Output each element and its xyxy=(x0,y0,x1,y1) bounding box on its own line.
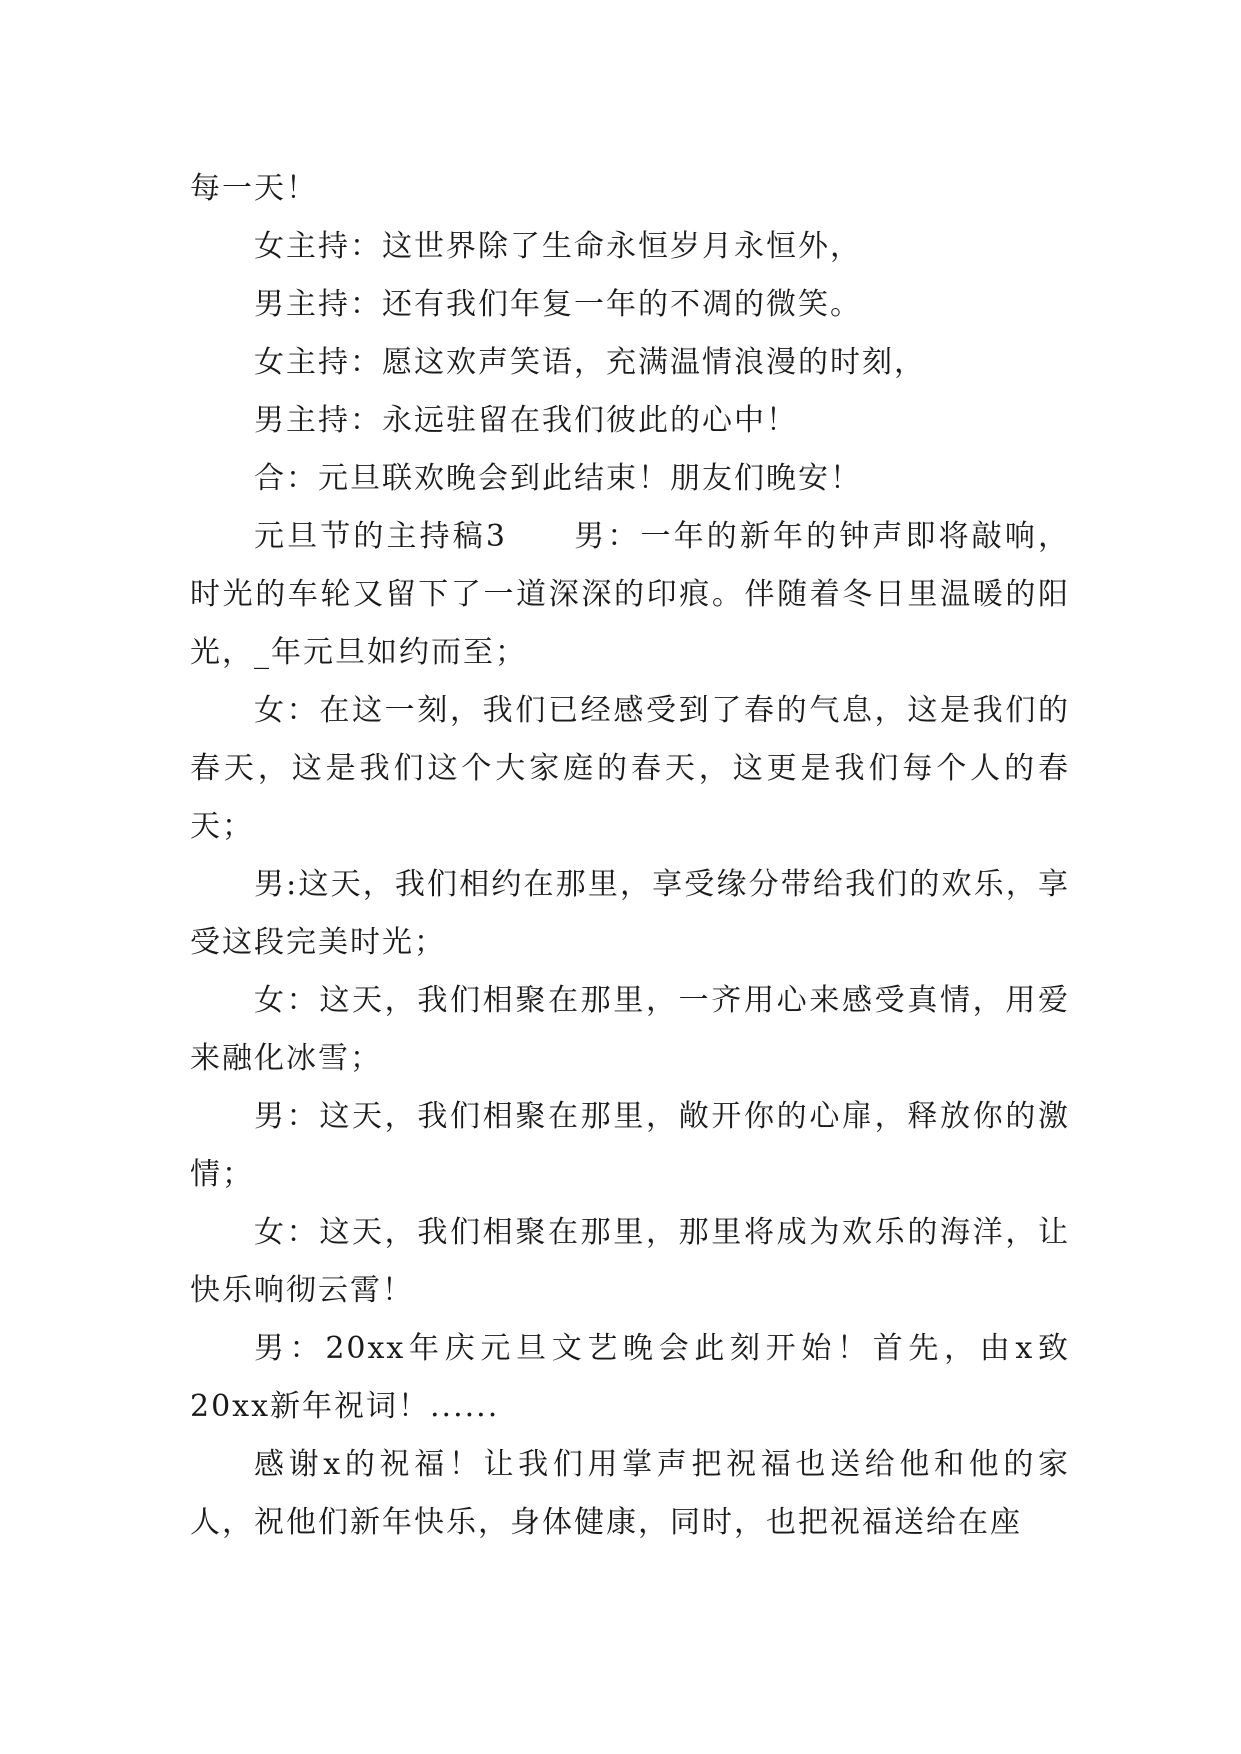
paragraph: 男主持：还有我们年复一年的不凋的微笑。 xyxy=(254,287,862,322)
paragraph: 男:这天，我们相约在那里，享受缘分带给我们的欢乐，享受这段完美时光； xyxy=(190,867,1070,960)
paragraph: 女：在这一刻，我们已经感受到了春的气息，这是我们的春天，这是我们这个大家庭的春天，这更是我们每个人的春天； xyxy=(190,693,1070,844)
paragraph: 元旦节的主持稿3 男：一年的新年的钟声即将敲响，时光的车轮又留下了一道深深的印痕。伴随着冬日里温暖的阳光，_年元旦如约而至； xyxy=(190,519,1070,670)
paragraph: 男：这天，我们相聚在那里，敞开你的心扉，释放你的激情； xyxy=(190,1099,1070,1192)
paragraph: 女主持：这世界除了生命永恒岁月永恒外， xyxy=(254,229,862,264)
paragraph: 感谢x的祝福！让我们用掌声把祝福也送给他和他的家人，祝他们新年快乐，身体健康，同时，也把祝福送给在座 xyxy=(190,1447,1070,1540)
paragraph: 女：这天，我们相聚在那里，一齐用心来感受真情，用爱来融化冰雪； xyxy=(190,983,1070,1076)
paragraph: 合：元旦联欢晚会到此结束！朋友们晚安！ xyxy=(254,461,862,496)
paragraph: 男主持：永远驻留在我们彼此的心中！ xyxy=(254,403,798,438)
paragraph: 女主持：愿这欢声笑语，充满温情浪漫的时刻， xyxy=(254,345,926,380)
paragraph: 女：这天，我们相聚在那里，那里将成为欢乐的海洋，让快乐响彻云霄！ xyxy=(190,1215,1070,1308)
paragraph: 男：20xx年庆元旦文艺晚会此刻开始！首先，由x致20xx新年祝词！...... xyxy=(190,1331,1070,1424)
document-body xyxy=(190,160,1070,1552)
paragraph: 每一天！ xyxy=(190,171,318,206)
